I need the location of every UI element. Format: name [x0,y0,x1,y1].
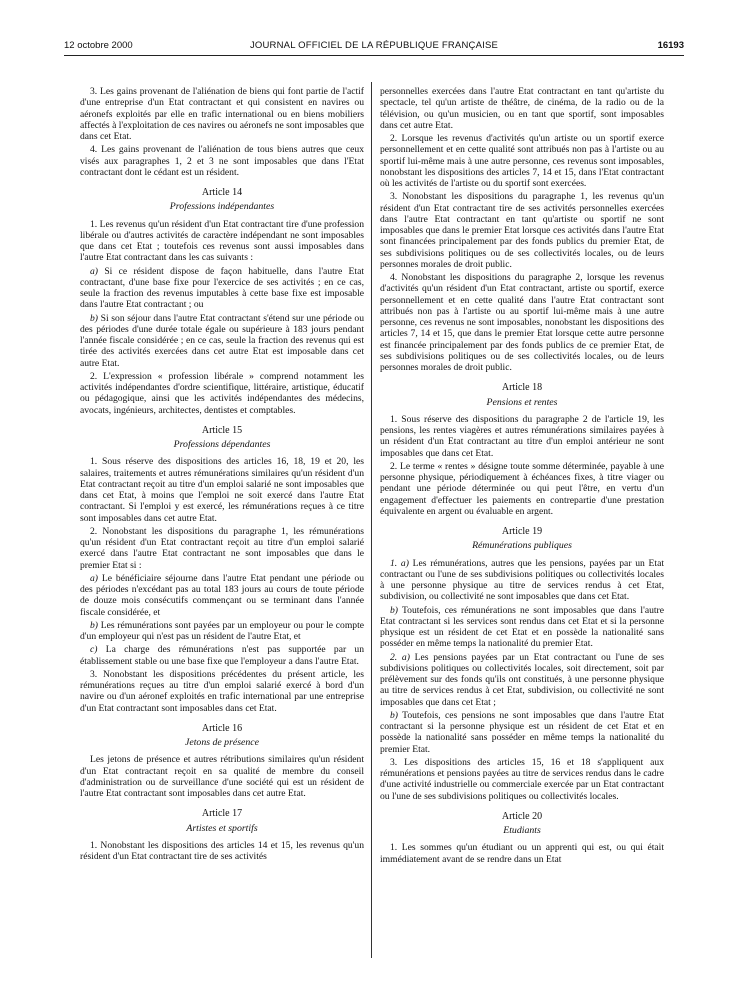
paragraph: 3. Les gains provenant de l'aliénation de biens qui font partie de l'actif d'une entreprise d'un Etat contractant et qui consistent en navires ou aéronefs exploités par elle en trafic international ou en biens mobiliers affectés à l'exploitation de ces navires ou aéronefs ne sont imposables que dans cet Etat. [80,86,364,142]
paragraph: personnelles exercées dans l'autre Etat contractant en tant qu'artiste du spectacle, tel qu'un artiste de théâtre, de cinéma, de la radio ou de la télévision, ou qu'un musicien, ou en tant que sportif, sont imposables dans cet autre Etat. [380,86,664,131]
article-heading: Article 20 [501,810,543,822]
column-separator [371,82,372,958]
item-label: c) [90,644,98,656]
item-text: Toutefois, ces pensions ne sont imposables que dans l'autre Etat contractant si la personne physique est un résident de cet Etat et en possède la nationalité sans posséder en même temps la nationalité du premier Etat. [380,709,664,755]
page-number: 16193 [657,40,684,51]
item-text: Si ce résident dispose de façon habituelle, dans l'autre Etat contractant, d'une base fixe pour l'exercice de ses activités ; en ce cas, seule la fraction des revenus imputables à cette base fixe est imposable dans l'autre Etat contractant ; ou [80,265,364,311]
paragraph: 1. Sous réserve des dispositions des articles 16, 18, 19 et 20, les salaires, traitements et autres rémunérations similaires qu'un résident d'un Etat contractant reçoit au titre d'un emploi salarié ne sont imposables que dans cet Etat, à moins que l'emploi ne soit exercé dans l'autre Etat contractant. Si l'emploi y est exercé, les rémunérations reçues à ce titre sont imposables dans cet autre Etat. [80,456,364,524]
right-column [380,86,664,958]
item-text: Toutefois, ces rémunérations ne sont imposables que dans l'autre Etat contractant si les services sont rendus dans cet Etat et si la personne physique est un résident de cet Etat et en possède la nationalité sans posséder en même temps la nationalité du premier Etat. [380,604,664,650]
header-rule [64,55,684,56]
paragraph [80,644,364,667]
item-text: Les pensions payées par un Etat contractant ou l'une de ses subdivisions politiques ou collectivités locales, soit directement, soit par prélèvement sur des fonds qu'ils ont constitués, à une personne physique au titre de services rendus à cet Etat, subdivision, ou collectivité ne sont imposables que dans cet Etat ; [380,651,664,708]
item-label: 1. a) [390,557,409,569]
item-text: Le bénéficiaire séjourne dans l'autre Etat pendant une période ou des périodes n'excédant pas au total 183 jours au cours de toute période de douze mois consécutifs commençant ou se terminant dans l'année fiscale considérée, et [80,572,364,618]
paragraph [80,313,364,369]
article-subtitle: Rémunérations publiques [472,540,572,552]
journal-title: JOURNAL OFFICIEL DE LA RÉPUBLIQUE FRANÇAISE [249,40,499,51]
paragraph: 3. Nonobstant les dispositions du paragraphe 1, les revenus qu'un résident d'un Etat contractant tire de ses activités personnelles exercées dans l'autre Etat contractant en tant qu'artiste ou sportif ne sont imposables que dans le premier Etat lorsque ces activités dans l'autre Etat sont financées principalement par des fonds publics du premier Etat, de ses subdivisions politiques ou de ses collectivités locales, ou de leurs personnes morales de droit public. [380,191,664,270]
article-subtitle: Artistes et sportifs [186,822,258,834]
page-header [64,40,684,54]
item-text: Si son séjour dans l'autre Etat contractant s'étend sur une période ou des périodes d'une durée totale égale ou supérieure à 183 jours pendant l'année fiscale considérée ; en ce cas, seule la fraction des revenus qui est tirée des activités exercées dans cet autre Etat est imposable dans cet autre Etat. [80,312,364,369]
article-subtitle: Professions indépendantes [169,201,275,213]
paragraph: 1. Les revenus qu'un résident d'un Etat contractant tire d'une profession libérale ou d'autres activités de caractère indépendant ne sont imposables que dans cet Etat ; toutefois ces revenus sont aussi imposables dans l'autre Etat contractant dans les cas suivants : [80,218,364,264]
paragraph [380,605,664,650]
item-label: b) [390,709,398,721]
paragraph: 2. Lorsque les revenus d'activités qu'un artiste ou un sportif exerce personnellement et en cette qualité sont attribués non pas à l'artiste ou au sportif lui-même mais à une autre personne, ces revenus sont imposables, nonobstant les dispositions des articles 7, 14 et 15, dans l'Etat contractant où les activités de l'artiste ou du sportif sont exercées. [380,133,664,189]
paragraph [380,558,664,603]
article-heading: Article 15 [201,424,243,436]
item-text: La charge des rémunérations n'est pas supportée par un établissement stable ou une base fixe que l'employeur a dans l'autre Etat. [80,644,364,667]
article-heading: Article 19 [501,526,543,537]
item-label: b) [90,619,98,631]
paragraph [80,573,364,618]
paragraph [380,652,664,708]
paragraph: 2. Le terme « rentes » désigne toute somme déterminée, payable à une personne physique, périodiquement à échéances fixes, à titre viager ou pendant une période déterminée ou qui peut l'être, en vertu d'un engagement d'effectuer les paiements en contrepartie d'une prestation équivalente en argent ou évaluable en argent. [380,460,664,517]
article-heading: Article 17 [201,808,243,820]
item-label: a) [90,572,98,584]
item-text: Les rémunérations, autres que les pensions, payées par un Etat contractant ou l'une de ses subdivisions politiques ou collectivités locales à une personne physique au titre de services rendus à cet Etat, subdivision, ou collectivité ne sont imposables que dans cet Etat. [380,557,664,603]
item-text: Les rémunérations sont payées par un employeur ou pour le compte d'un employeur qui n'est pas un résident de l'autre Etat, et [80,619,364,642]
item-label: b) [390,604,398,616]
paragraph: 3. Les dispositions des articles 15, 16 et 18 s'appliquent aux rémunérations et pensions payées au titre de services rendus dans le cadre d'une activité industrielle ou commerciale exercée par un Etat contractant ou l'une de ses subdivisions politiques ou collectivités locales. [380,756,664,802]
paragraph [80,266,364,311]
article-subtitle: Professions dépendantes [173,439,271,450]
paragraph [80,620,364,643]
article-heading: Article 16 [201,722,243,734]
issue-date: 12 octobre 2000 [64,40,133,51]
item-label: a) [90,265,98,277]
paragraph: 1. Les sommes qu'un étudiant ou un apprenti qui est, ou qui était immédiatement avant de se rendre dans un Etat [380,842,664,865]
article-subtitle: Jetons de présence [185,737,259,748]
article-heading: Article 14 [201,187,243,198]
paragraph: 2. Nonobstant les dispositions du paragraphe 1, les rémunérations qu'un résident d'un Etat contractant reçoit au titre d'un emploi salarié exercé dans l'autre Etat contractant ne sont imposables que dans le premier Etat si : [80,525,364,571]
paragraph: 1. Nonobstant les dispositions des articles 14 et 15, les revenus qu'un résident d'un Etat contractant tire de ses activités [80,839,364,862]
paragraph: Les jetons de présence et autres rétributions similaires qu'un résident d'un Etat contractant reçoit en sa qualité de membre du conseil d'administration ou de surveillance d'une société qui est un résident de l'autre Etat contractant sont imposables dans cet autre Etat. [80,754,364,799]
left-column [80,86,364,958]
item-label: b) [90,312,98,324]
paragraph: 4. Les gains provenant de l'aliénation de tous biens autres que ceux visés aux paragraphes 1, 2 et 3 ne sont imposables que dans l'Etat contractant dont le cédant est un résident. [80,144,364,178]
article-subtitle: Etudiants [503,825,541,836]
item-label: 2. a) [390,651,410,663]
article-heading: Article 18 [501,382,543,394]
article-subtitle: Pensions et rentes [486,396,558,408]
paragraph: 2. L'expression « profession libérale » comprend notamment les activités indépendantes d'ordre scientifique, littéraire, artistique, éducatif ou pédagogique, ainsi que les activités indépendantes des médecins, avocats, ingénieurs, architectes, dentistes et comptables. [80,370,364,416]
paragraph: 3. Nonobstant les dispositions précédentes du présent article, les rémunérations reçues au titre d'un emploi salarié exercé à bord d'un navire ou d'un aéronef exploités en trafic international par une entreprise d'un Etat contractant sont imposables dans cet Etat. [80,668,364,714]
paragraph [380,710,664,755]
paragraph: 1. Sous réserve des dispositions du paragraphe 2 de l'article 19, les pensions, les rentes viagères et autres rémunérations similaires payées à un résident d'un Etat contractant au titre d'un emploi antérieur ne sont imposables que dans cet Etat. [380,413,664,459]
paragraph: 4. Nonobstant les dispositions du paragraphe 2, lorsque les revenus d'activités qu'un résident d'un Etat contractant, artiste ou sportif, exerce personnellement et en cette qualité dans l'autre Etat contractant sont attribués non pas à l'artiste ou au sportif lui-même mais à une autre personne, ces revenus ne sont imposables, nonobstant les dispositions des articles 7, 14 et 15, que dans le premier Etat lorsque cette autre personne est financée principalement par des fonds publics de ce premier Etat, de ses subdivisions politiques ou de ses collectivités locales, ou de leurs personnes morales de droit public. [380,272,664,373]
